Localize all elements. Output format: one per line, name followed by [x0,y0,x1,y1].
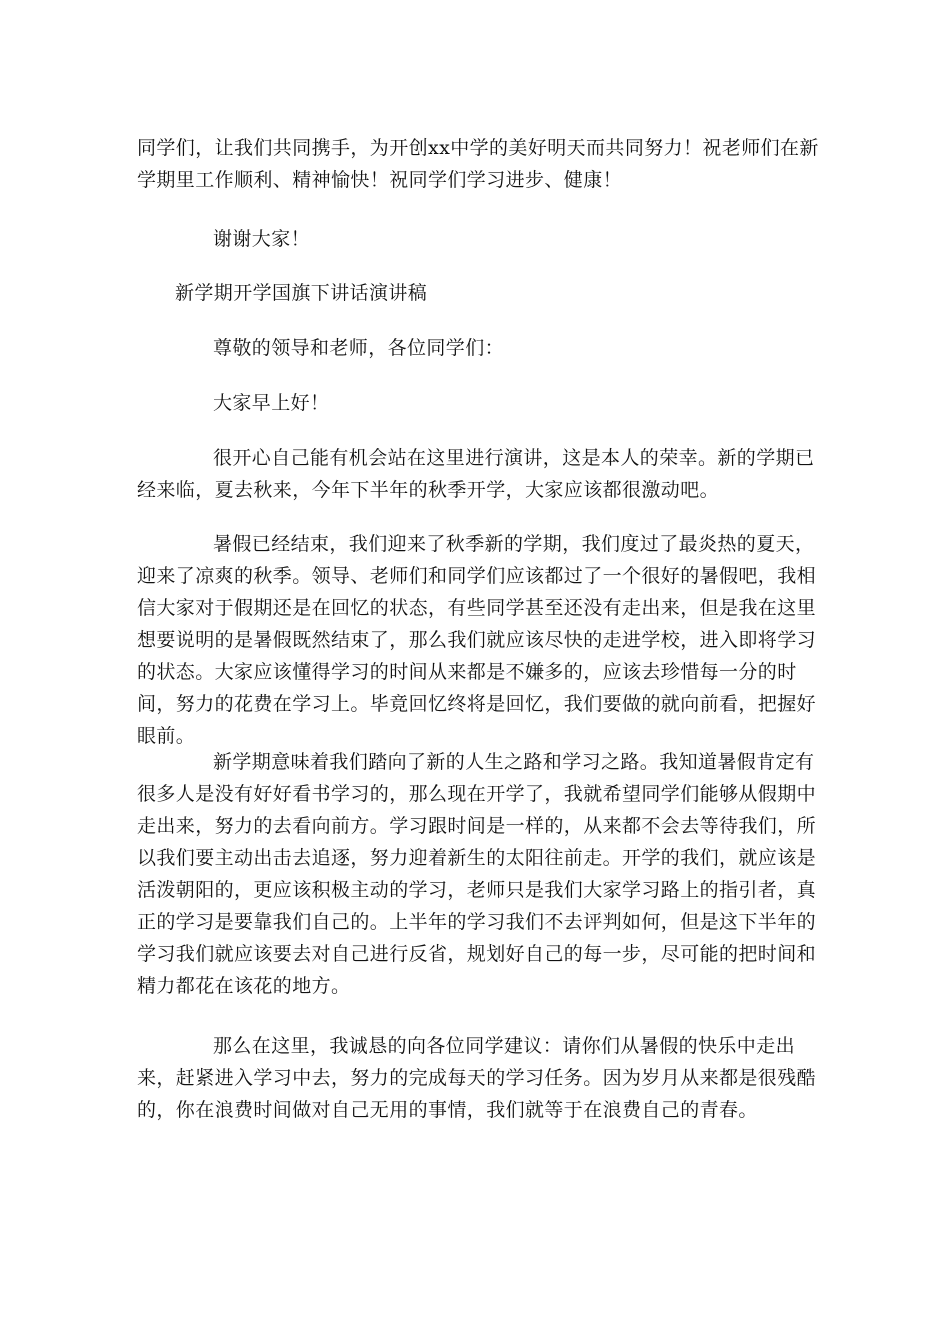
speech-title: 新学期开学国旗下讲话演讲稿 [175,282,428,304]
salutation: 尊敬的领导和老师，各位同学们： [213,337,505,359]
paragraph-summer: 暑假已经结束，我们迎来了秋季新的学期，我们度过了最炎热的夏天，迎来了凉爽的秋季。领导、老师们和同学们应该都过了一个很好的暑假吧，我相信大家对于假期还是在回忆的状态，有些同学甚至还没有走出来，但是我在这里想要说明的是暑假既然结束了，那么我们就应该尽快的走进学校，进入即将学习的状态。大家应该懂得学习的时间从来都是不嫌多的，应该去珍惜每一分的时间，努力的花费在学习上。毕竟回忆终将是回忆，我们要做的就向前看，把握好眼前。 [137,533,817,747]
paragraph-advice: 那么在这里，我诚恳的向各位同学建议：请你们从暑假的快乐中走出来，赶紧进入学习中去，努力的完成每天的学习任务。因为岁月从来都是很残酷的，你在浪费时间做对自己无用的事情，我们就等于在浪费自己的青春。 [137,1035,817,1121]
paragraph-new-term: 新学期意味着我们踏向了新的人生之路和学习之路。我知道暑假肯定有很多人是没有好好看书学习的，那么现在开学了，我就希望同学们能够从假期中走出来，努力的去看向前方。学习跟时间是一样的，从来都不会去等待我们，所以我们要主动出击去追逐，努力迎着新生的太阳往前走。开学的我们，就应该是活泼朝阳的，更应该积极主动的学习，老师只是我们大家学习路上的指引者，真正的学习是要靠我们自己的。上半年的学习我们不去评判如何，但是这下半年的学习我们就应该要去对自己进行反省，规划好自己的每一步，尽可能的把时间和精力都花在该花的地方。 [137,751,817,997]
closing-paragraph: 同学们，让我们共同携手，为开创xx中学的美好明天而共同努力！祝老师们在新学期里工作顺利、精神愉快！祝同学们学习进步、健康！ [137,137,819,191]
greeting: 大家早上好！ [213,392,330,414]
paragraph-opening: 很开心自己能有机会站在这里进行演讲，这是本人的荣幸。新的学期已经来临，夏去秋来，今年下半年的秋季开学，大家应该都很激动吧。 [137,447,815,501]
thanks-line: 谢谢大家！ [213,228,311,250]
